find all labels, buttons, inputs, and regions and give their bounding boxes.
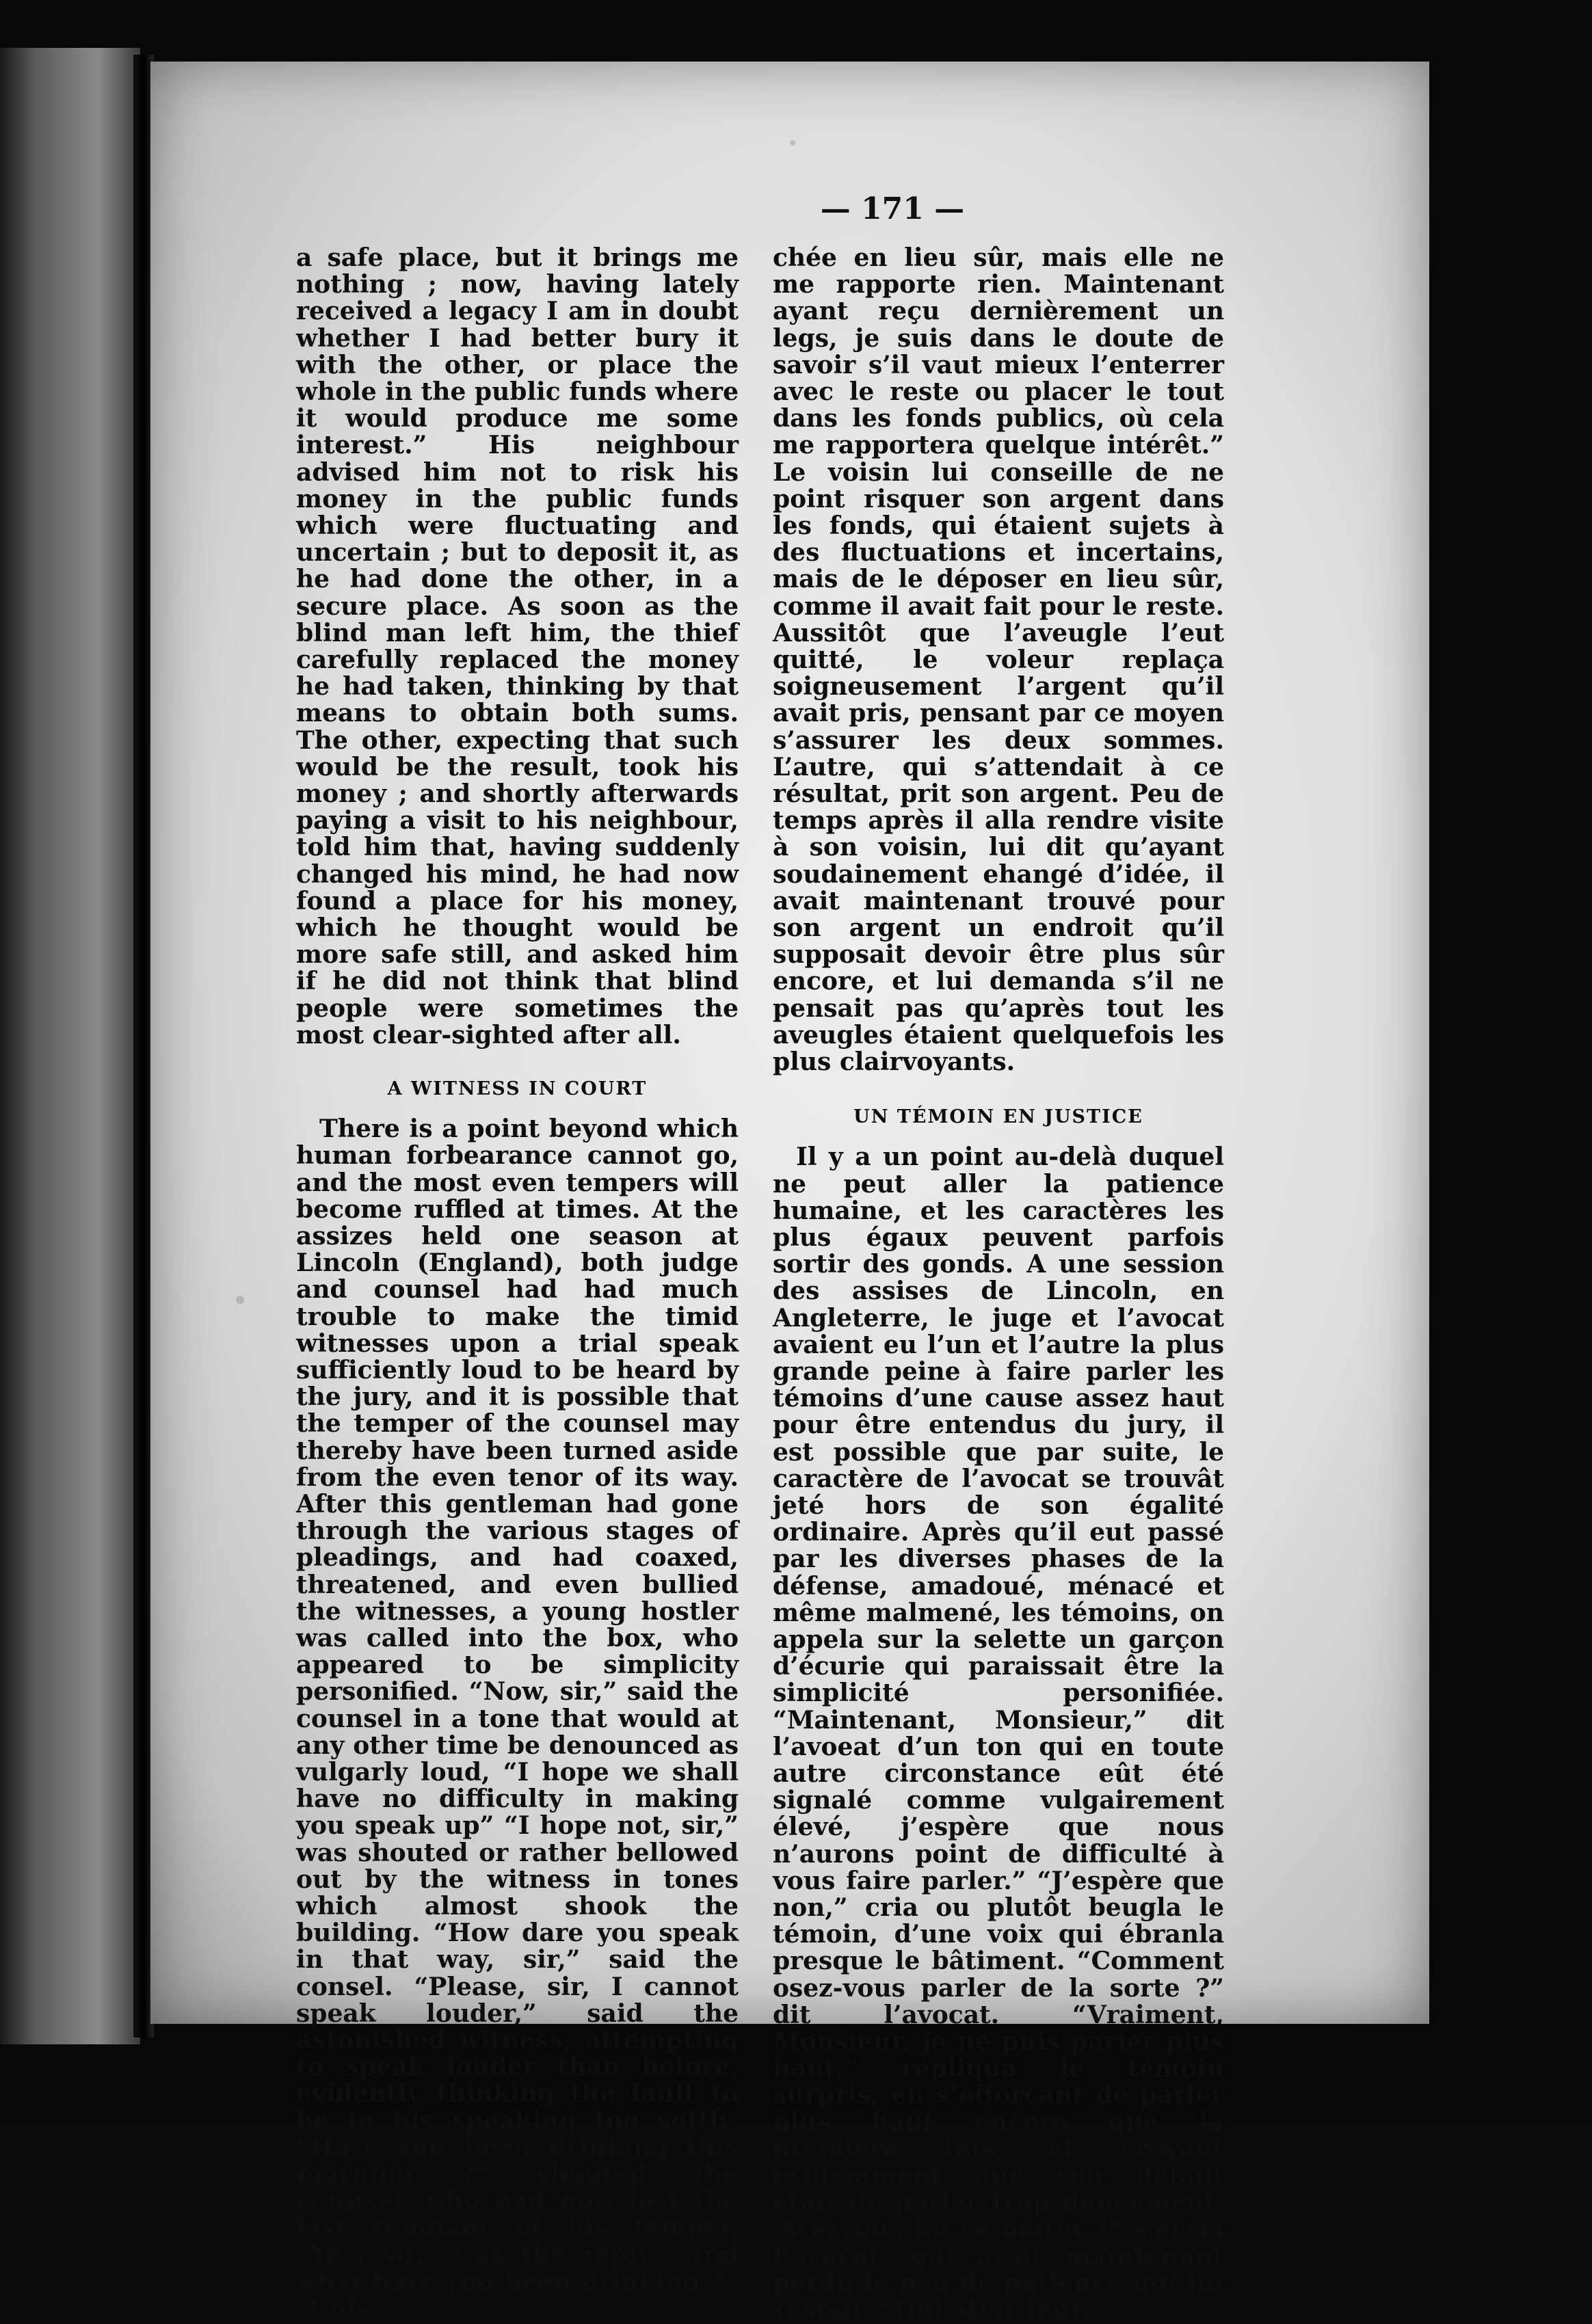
ink-speck: [236, 1296, 244, 1304]
french-paragraph-2: Il y a un point au-delà duquel ne peut aller la patience humaine, et les caractères les plus égaux peuvent parfois sortir des gonds. A une session des assises de Lincoln, en Angleterre, le juge et l’avocat avaient eu l’un et l’autre la plus grande peine à faire parler les témoins d’une cause assez haut pour être entendus du jury, il est possible que par suite, le caractère de l’avocat se trouvât jeté hors de son égalité ordinaire. Après qu’il eut passé par les diverses phases de la défense, amadoué, ménacé et même malmené, les témoins, on appela sur la selette un garçon d’écurie qui paraissait être la simplicité personifiée. “Maintenant, Monsieur,” dit l’avoeat d’un ton qui en toute autre circonstance eût été signalé comme vulgairement élevé, j’espère que nous n’aurons point de difficulté à vous faire parler.” “J’espère que non,” cria ou plutôt beugla le témoin, d’une voix qui ébranla presque le bâtiment. “Comment osez-vous parler de la sorte ?” dit l’avocat. “Vraiment, Monsieur, je ne puis parler plus haut,” répliqua le témoin surpris, en s’efforçant de parler plus haut encore que la première fois, et croyant évidemment que son défaut était de parler trop doucement. ‘Avezvous bu ce matin ?” s’écria l’avocat, qui avait maintenant perdu le peu de patience qui lui restait. “Oui Monsieur,”: [773, 1143, 1224, 2324]
english-heading: A WITNESS IN COURT: [387, 1078, 648, 1100]
french-heading: UN TÉMOIN EN JUSTICE: [853, 1106, 1143, 1128]
book-page: [150, 62, 1429, 2324]
french-paragraph-1: chée en lieu sûr, mais elle ne me rapporte rien. Maintenant ayant reçu dernièrement un legs, je suis dans le doute de savoir s’il vaut mieux l’enterrer avec le reste ou placer le tout dans les fonds publics, où cela me rapportera quelque intérêt.” Le voisin lui conseille de ne point risquer son argent dans les fonds, qui étaient sujets à des fluctuations et incertains, mais de le déposer en lieu sûr, comme il avait fait pour le reste. Aussitôt que l’aveugle l’eut quitté, le voleur replaça soigneusement l’argent qu’il avait pris, pensant par ce moyen s’assurer les deux sommes. L’autre, qui s’attendait à ce résultat, prit son argent. Peu de temps après il alla rendre visite à son voisin, lui dit qu’ayant soudainement ehangé d’idée, il avait maintenant trouvé pour son argent un endroit qu’il supposait devoir être plus sûr encore, et lui demanda s’il ne pensait pas qu’après tout les aveugles étaient quelquefois les plus clairvoyants.: [773, 243, 1224, 1077]
english-paragraph-2: There is a point beyond which human forbearance cannot go, and the most even tempers will become ruffled at times. At the assizes held one season at Lincoln (England), both judge and counsel had had much trouble to make the timid witnesses upon a trial speak sufficiently loud to be heard by the jury, and it is possible that the temper of the counsel may thereby have been turned aside from the even tenor of its way. After this gentleman had gone through the various stages of pleadings, and had coaxed, threatened, and even bullied the witnesses, a young hostler was called into the box, who appeared to be simplicity personified. “Now, sir,” said the counsel in a tone that would at any other time be denounced as vulgarly loud, “I hope we shall have no difficulty in making you speak up” “I hope not, sir,” was shouted or rather bellowed out by the witness in tones which almost shook the building. “How dare you speak in that way, sir,” said the consel. “Please, sir, I cannot speak louder,” said the astonished witness, attempting to speak louder than before, evidently thinking the fault to be in his speaking too softly. “Have you been drinking this morning ?” shouted the counsel, who had now lost the last remnant of his temper. “Yes, sir,” was the reply. “And what have you been drinking ?” “Cof-: [296, 1114, 739, 2323]
page-number: [150, 191, 1429, 226]
previous-page-edge: [0, 48, 140, 2044]
page-number-text: — 171 —: [820, 191, 965, 226]
english-column: [296, 245, 739, 2322]
french-column: [773, 245, 1224, 2323]
english-paragraph-1: a safe place, but it brings me nothing ; now, having lately received a legacy I am in doubt whether I had better bury it with the other, or place the whole in the public funds where it would produce me some interest.” His neighbour advised him not to risk his money in the public funds which were fluctuating and uncertain ; but to deposit it, as he had done the other, in a secure place. As soon as the blind man left him, the thief carefully replaced the money he had taken, thinking by that means to obtain both sums. The other, expecting that such would be the result, took his money ; and shortly afterwards paying a visit to his neighbour, told him that, having suddenly changed his mind, he had now found a place for his money, which he thought would be more safe still, and asked him if he did not think that blind people were sometimes the most clear-sighted after all.: [296, 243, 739, 1050]
ink-speck: [790, 140, 795, 146]
